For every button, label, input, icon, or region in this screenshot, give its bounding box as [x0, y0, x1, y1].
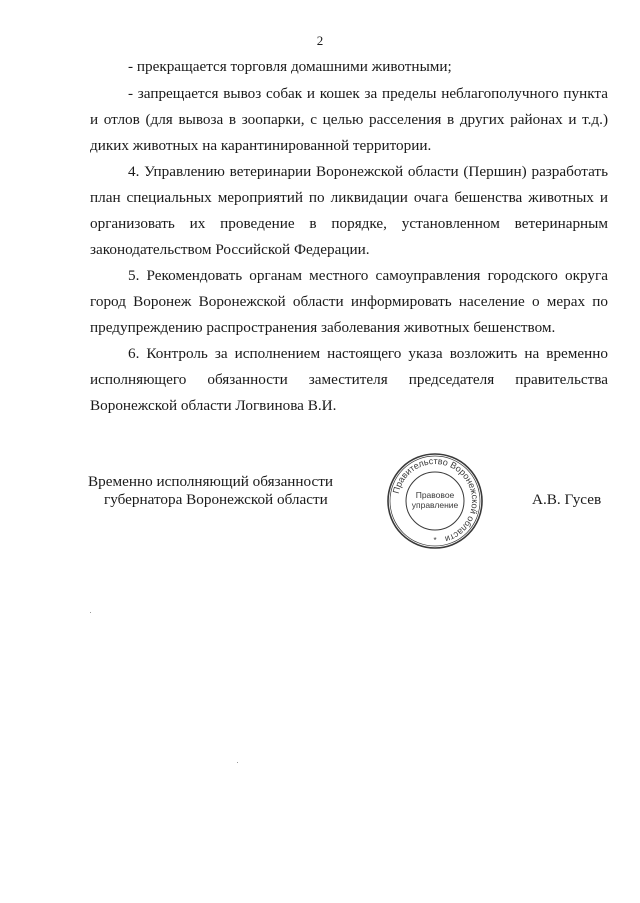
- text-line: и отлов (для вывоза в зоопарки, с целью расселения в других районах и т.д.): [90, 111, 608, 128]
- stamp-center-line2: управление: [411, 500, 459, 510]
- text-line: - прекращается торговля домашними животными;: [128, 58, 452, 75]
- stamp-ring-text: Правительство Воронежской области: [390, 455, 481, 545]
- text-line: 6. Контроль за исполнением настоящего указа возложить на временно: [128, 345, 608, 362]
- stamp-star: *: [433, 536, 437, 545]
- official-stamp: [386, 452, 484, 550]
- text-line: организовать их проведение в порядке, установленном ветеринарным: [90, 215, 608, 232]
- signatory-name: А.В. Гусев: [532, 491, 602, 508]
- text-line: - запрещается вывоз собак и кошек за пределы неблагополучного пункта: [128, 85, 608, 102]
- text-line: диких животных на карантинированной территории.: [90, 137, 432, 154]
- text-line: 4. Управлению ветеринарии Воронежской области (Першин) разработать: [128, 163, 608, 180]
- signatory-title-line2: губернатора Воронежской области: [104, 491, 328, 508]
- text-line: план специальных мероприятий по ликвидации очага бешенства животных и: [90, 189, 608, 206]
- text-line: Воронежской области Логвинова В.И.: [90, 397, 337, 414]
- text-line: город Воронеж Воронежской области информировать население о мерах по: [90, 293, 608, 310]
- scan-speck: [237, 762, 238, 763]
- signatory-title-line1: Временно исполняющий обязанности: [88, 473, 334, 490]
- text-line: предупреждению распространения заболевания животных бешенством.: [90, 319, 556, 336]
- stamp-center-line1: Правовое: [415, 490, 455, 500]
- text-line: исполняющего обязанности заместителя председателя правительства: [90, 371, 608, 388]
- text-line: законодательством Российской Федерации.: [90, 241, 370, 258]
- scan-speck: [90, 612, 91, 613]
- page-number: 2: [316, 33, 324, 48]
- text-line: 5. Рекомендовать органам местного самоуправления городского округа: [128, 267, 608, 284]
